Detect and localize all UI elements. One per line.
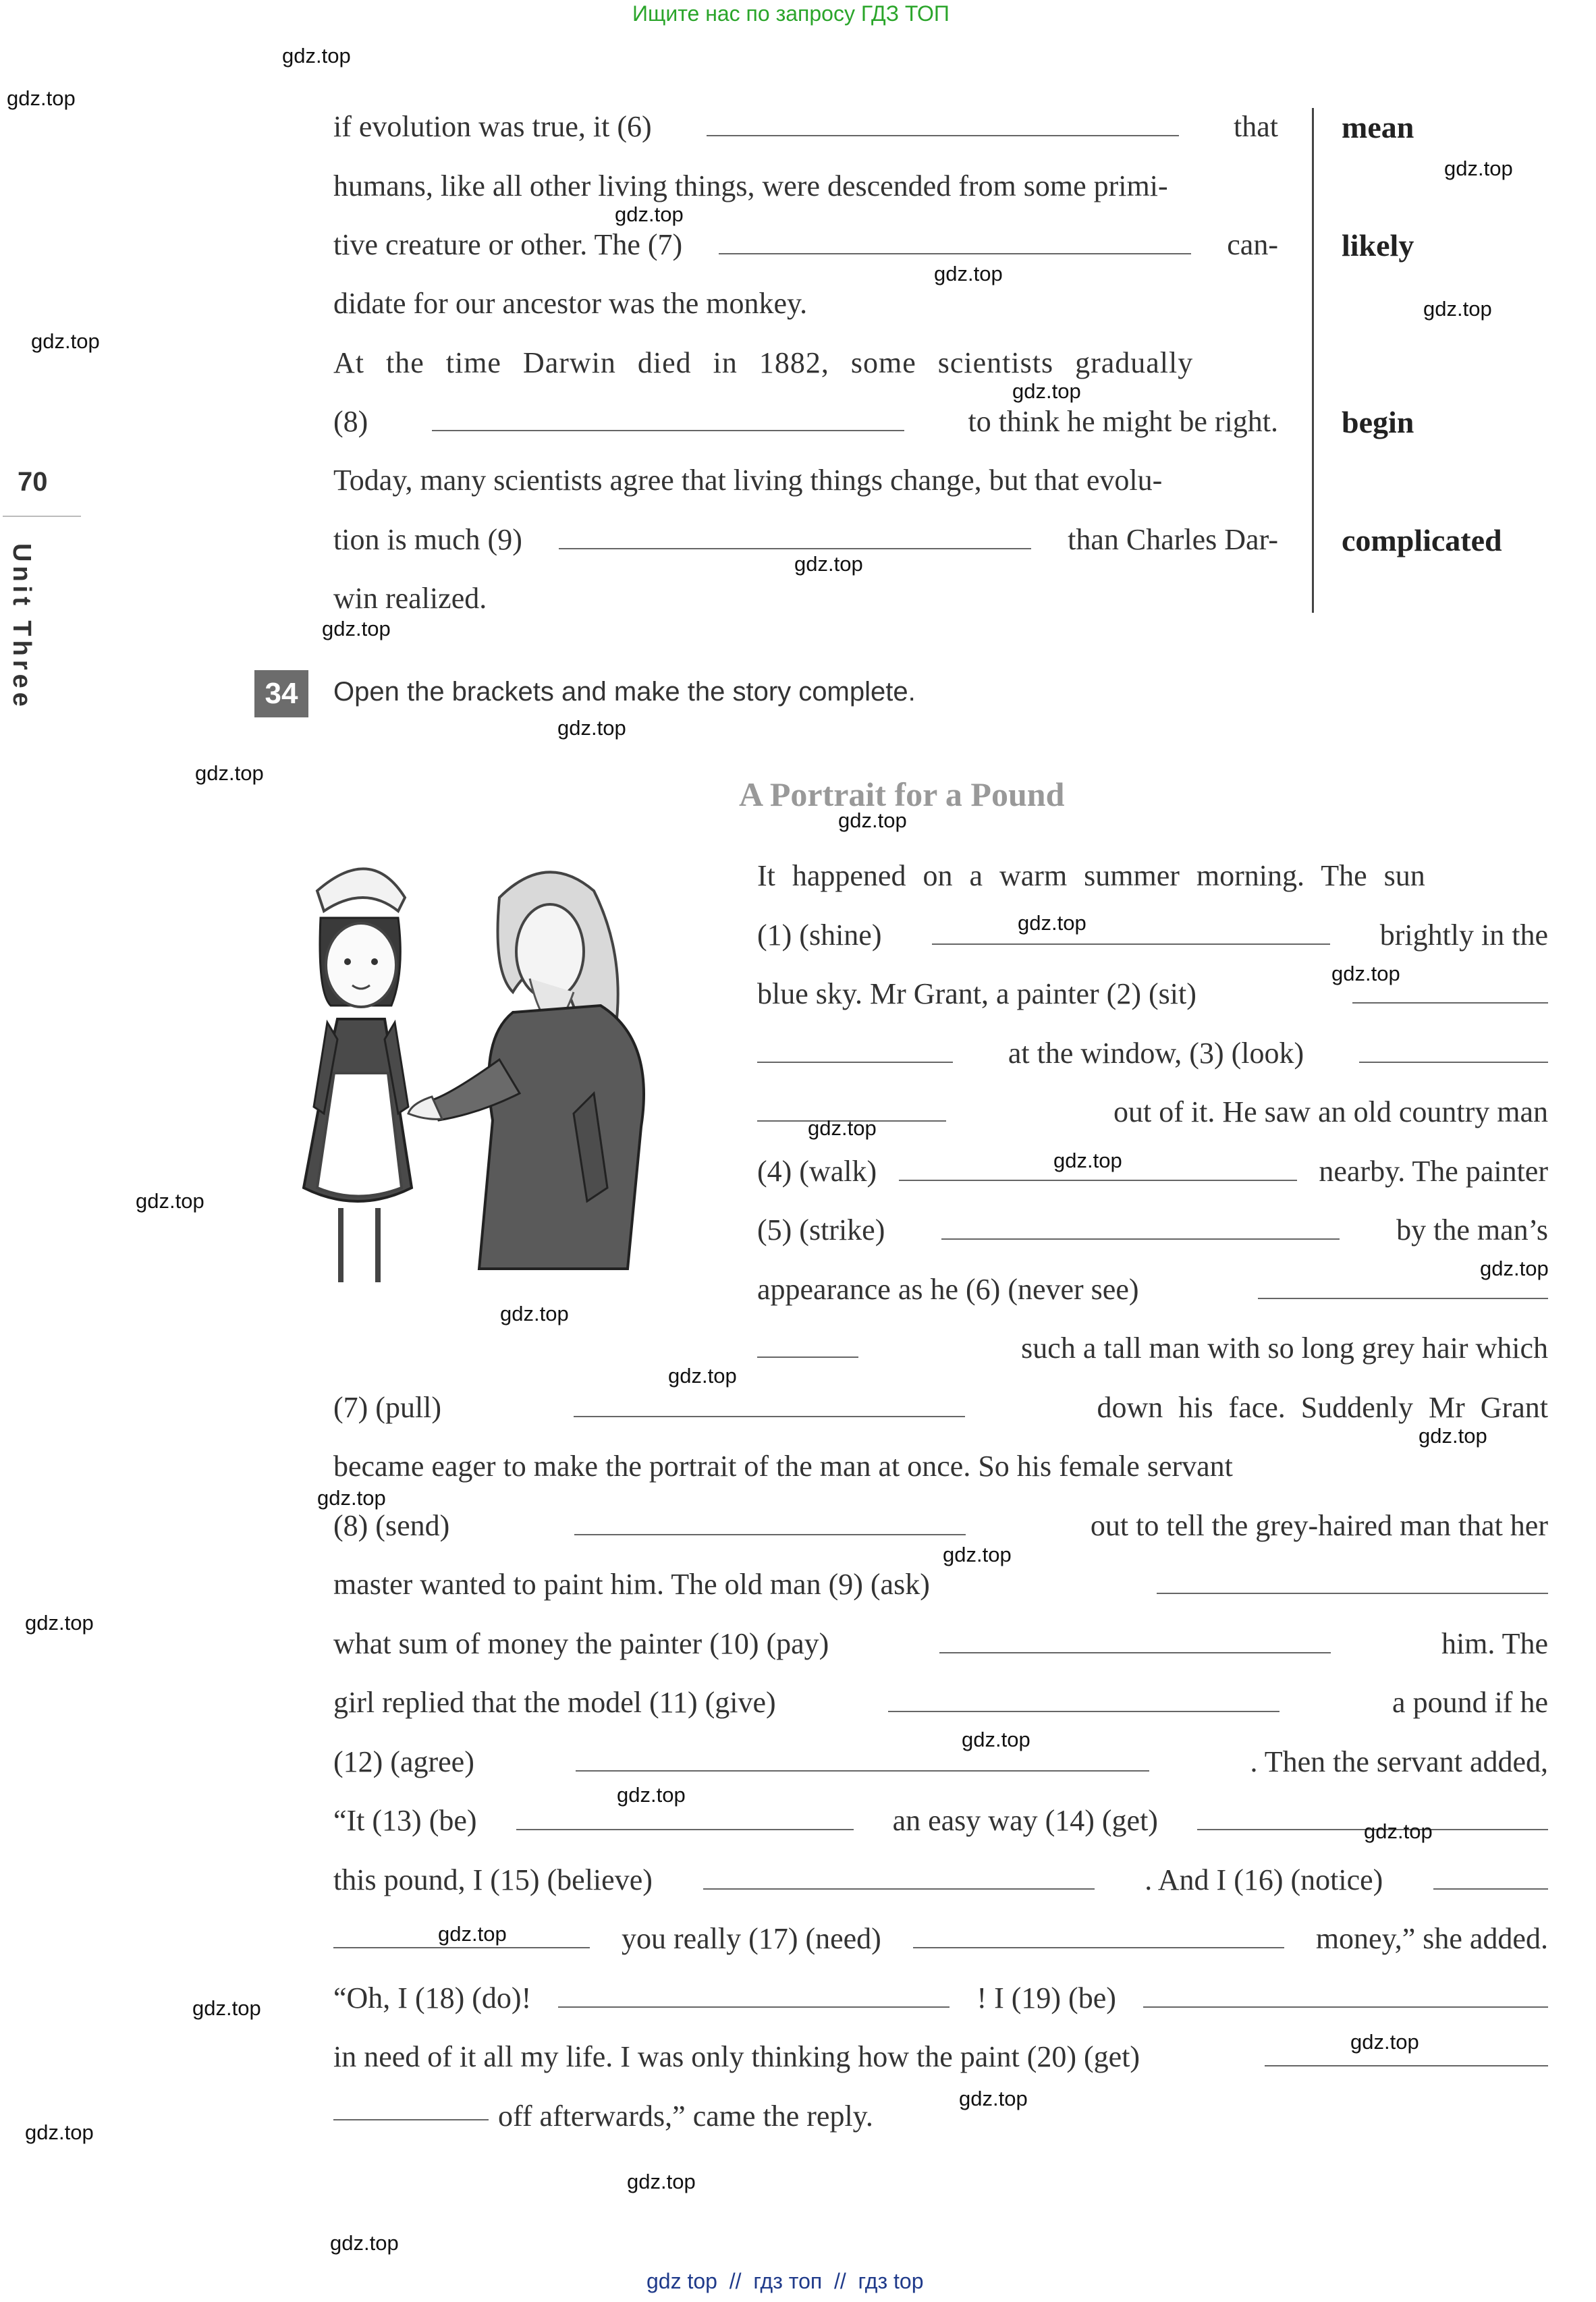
story-text: out of it. He saw an old country man xyxy=(1113,1095,1548,1128)
answer-blank-1[interactable] xyxy=(932,942,1330,945)
passage-line xyxy=(333,227,1278,262)
passage-text: if evolution was true, it (6) xyxy=(333,110,652,143)
story-line xyxy=(757,1036,1548,1070)
watermark[interactable]: gdz.top xyxy=(1331,962,1400,985)
watermark[interactable]: gdz.top xyxy=(322,617,391,640)
story-text: (12) (agree) xyxy=(333,1745,474,1778)
story-text: such a tall man with so long grey hair which xyxy=(1021,1332,1548,1365)
story-line xyxy=(333,1745,1548,1779)
answer-blank-9[interactable] xyxy=(1157,1591,1548,1594)
story-text: blue sky. Mr Grant, a painter (2) (sit) xyxy=(757,977,1196,1010)
story-text: appearance as he (6) (never see) xyxy=(757,1273,1139,1306)
answer-blank-20-cont[interactable] xyxy=(333,2118,489,2120)
story-text: (5) (strike) xyxy=(757,1213,885,1246)
watermark[interactable]: gdz.top xyxy=(627,2170,696,2193)
watermark[interactable]: gdz.top xyxy=(1419,1424,1487,1448)
story-line xyxy=(333,1390,1548,1425)
passage-text: that xyxy=(1234,110,1278,143)
watermark[interactable]: gdz.top xyxy=(962,1728,1030,1751)
watermark[interactable]: gdz.top xyxy=(838,809,907,832)
unit-label: Unit Three xyxy=(7,543,36,711)
watermark[interactable]: gdz.top xyxy=(438,1922,507,1946)
story-text: master wanted to paint him. The old man (9) (ask) xyxy=(333,1568,930,1601)
passage-text: tion is much (9) xyxy=(333,523,522,556)
story-text: “It (13) (be) xyxy=(333,1804,477,1837)
story-line: became eager to make the portrait of the man at once. So his female servant xyxy=(333,1450,1233,1483)
answer-blank-9[interactable] xyxy=(559,547,1031,549)
story-text: It happened on a warm summer morning. The sun xyxy=(757,859,1425,892)
answer-blank-7[interactable] xyxy=(574,1415,965,1417)
story-line xyxy=(333,1626,1548,1661)
watermark[interactable]: gdz.top xyxy=(136,1189,204,1213)
keyword-likely: likely xyxy=(1342,228,1414,263)
answer-blank-6[interactable] xyxy=(1258,1296,1548,1299)
story-text: you really (17) (need) xyxy=(622,1922,881,1955)
story-line xyxy=(757,977,1548,1011)
answer-blank-2[interactable] xyxy=(1352,1001,1548,1004)
watermark[interactable]: gdz.top xyxy=(31,329,100,353)
keyword-mean: mean xyxy=(1342,110,1414,144)
footer-banner[interactable]: gdz top // гдз топ // гдз top xyxy=(646,2269,924,2293)
story-line xyxy=(333,1921,1548,1956)
watermark[interactable]: gdz.top xyxy=(557,716,626,740)
page-number-rule xyxy=(3,516,81,517)
maid-figure xyxy=(304,869,412,1282)
story-text: out to tell the grey-haired man that her xyxy=(1090,1509,1548,1542)
illustration xyxy=(277,837,736,1296)
answer-blank-8[interactable] xyxy=(574,1533,966,1535)
answer-blank-20[interactable] xyxy=(1265,2064,1548,2066)
answer-blank-19[interactable] xyxy=(1143,2005,1548,2008)
keyword-divider xyxy=(1312,108,1314,613)
story-text: money,” she added. xyxy=(1315,1922,1548,1955)
story-line xyxy=(333,1981,1548,2015)
answer-blank-6[interactable] xyxy=(707,134,1179,136)
story-text: an easy way (14) (get) xyxy=(892,1804,1158,1837)
watermark[interactable]: gdz.top xyxy=(1423,297,1492,321)
watermark[interactable]: gdz.top xyxy=(1444,157,1513,180)
watermark[interactable]: gdz.top xyxy=(25,1611,94,1635)
watermark[interactable]: gdz.top xyxy=(668,1364,737,1388)
passage-line: Today, many scientists agree that living things change, but that evolu- xyxy=(333,464,1163,497)
answer-blank-18[interactable] xyxy=(558,2005,950,2008)
watermark[interactable]: gdz.top xyxy=(808,1116,877,1140)
passage-text: than Charles Dar- xyxy=(1068,523,1278,556)
watermark[interactable]: gdz.top xyxy=(615,202,684,226)
watermark[interactable]: gdz.top xyxy=(794,552,863,576)
keyword-begin: begin xyxy=(1342,405,1414,439)
watermark[interactable]: gdz.top xyxy=(1053,1149,1122,1172)
page-number: 70 xyxy=(18,467,48,497)
story-line xyxy=(333,2099,873,2133)
passage-text: At the time Darwin died in 1882, some scientists gradually xyxy=(333,346,1194,379)
story-text: girl replied that the model (11) (give) xyxy=(333,1686,776,1719)
story-text: brightly in the xyxy=(1379,919,1548,952)
passage-text: (8) xyxy=(333,405,368,438)
answer-blank-2-cont[interactable] xyxy=(757,1060,953,1063)
story-text: him. The xyxy=(1441,1627,1548,1660)
answer-blank-11[interactable] xyxy=(888,1709,1279,1712)
exercise-number-badge: 34 xyxy=(254,670,308,717)
watermark[interactable]: gdz.top xyxy=(1364,1819,1433,1843)
answer-blank-8[interactable] xyxy=(432,429,904,431)
watermark[interactable]: gdz.top xyxy=(330,2231,399,2255)
answer-blank-13[interactable] xyxy=(516,1828,854,1830)
story-text: (4) (walk) xyxy=(757,1155,877,1188)
story-text: (7) (pull) xyxy=(333,1391,442,1424)
passage-text: tive creature or other. The (7) xyxy=(333,228,683,261)
watermark[interactable]: gdz.top xyxy=(282,44,351,67)
watermark[interactable]: gdz.top xyxy=(934,262,1003,285)
answer-blank-5[interactable] xyxy=(941,1237,1340,1240)
passage-text: to think he might be right. xyxy=(968,405,1278,438)
story-text: . Then the servant added, xyxy=(1250,1745,1548,1778)
watermark[interactable]: gdz.top xyxy=(7,86,76,110)
watermark[interactable]: gdz.top xyxy=(500,1302,569,1325)
story-text: at the window, (3) (look) xyxy=(1008,1037,1304,1070)
story-text: this pound, I (15) (believe) xyxy=(333,1863,653,1896)
passage-line: win realized. xyxy=(333,582,487,615)
answer-blank-6-cont[interactable] xyxy=(757,1355,858,1358)
answer-blank-3[interactable] xyxy=(1359,1060,1548,1063)
watermark[interactable]: gdz.top xyxy=(617,1783,686,1807)
watermark[interactable]: gdz.top xyxy=(1018,911,1086,935)
story-line xyxy=(333,1567,1548,1601)
story-text: ! I (19) (be) xyxy=(976,1981,1116,2015)
story-text: . And I (16) (notice) xyxy=(1145,1863,1383,1896)
watermark[interactable]: gdz.top xyxy=(1480,1257,1549,1280)
answer-blank-17[interactable] xyxy=(913,1946,1284,1948)
story-line xyxy=(333,1863,1548,1897)
story-line xyxy=(333,1508,1548,1543)
passage-line xyxy=(333,109,1278,144)
answer-blank-7[interactable] xyxy=(719,252,1191,254)
watermark[interactable]: gdz.top xyxy=(25,2120,94,2144)
answer-blank-16[interactable] xyxy=(1433,1887,1548,1890)
watermark[interactable]: gdz.top xyxy=(192,1996,261,2020)
story-text: in need of it all my life. I was only thinking how the paint (20) (get) xyxy=(333,2040,1140,2073)
watermark[interactable]: gdz.top xyxy=(1012,379,1081,403)
exercise-instruction: Open the brackets and make the story complete. xyxy=(333,677,916,707)
header-banner[interactable]: Ищите нас по запросу ГДЗ ТОП xyxy=(632,1,950,26)
old-man-figure xyxy=(408,872,644,1269)
story-text: off afterwards,” came the reply. xyxy=(498,2100,873,2133)
story-line xyxy=(757,918,1548,952)
story-line xyxy=(757,858,1548,893)
story-line xyxy=(757,1154,1548,1188)
story-line xyxy=(757,1331,1548,1365)
story-line xyxy=(757,1213,1548,1247)
story-line xyxy=(757,1272,1548,1307)
passage-line: didate for our ancestor was the monkey. xyxy=(333,287,808,320)
passage-line xyxy=(333,346,1278,380)
answer-blank-10[interactable] xyxy=(939,1651,1331,1653)
story-text: (8) (send) xyxy=(333,1509,450,1542)
story-text: down his face. Suddenly Mr Grant xyxy=(1097,1391,1548,1424)
story-text: nearby. The painter xyxy=(1319,1155,1548,1188)
story-text: a pound if he xyxy=(1392,1686,1548,1719)
watermark[interactable]: gdz.top xyxy=(1350,2030,1419,2054)
story-text: what sum of money the painter (10) (pay) xyxy=(333,1627,829,1660)
story-text: by the man’s xyxy=(1396,1213,1548,1246)
story-text: (1) (shine) xyxy=(757,919,882,952)
story-line xyxy=(333,1685,1548,1720)
watermark[interactable]: gdz.top xyxy=(317,1486,386,1510)
answer-blank-15[interactable] xyxy=(703,1887,1095,1890)
story-title: A Portrait for a Pound xyxy=(739,775,1065,813)
passage-text: can- xyxy=(1227,228,1278,261)
watermark[interactable]: gdz.top xyxy=(195,761,264,785)
keyword-complicated: complicated xyxy=(1342,523,1502,557)
answer-blank-4[interactable] xyxy=(899,1178,1297,1181)
passage-line: humans, like all other living things, were descended from some primi- xyxy=(333,169,1168,202)
story-text: “Oh, I (18) (do)! xyxy=(333,1981,532,2015)
watermark[interactable]: gdz.top xyxy=(959,2087,1028,2110)
passage-line xyxy=(333,404,1278,439)
answer-blank-12[interactable] xyxy=(576,1769,1149,1772)
watermark[interactable]: gdz.top xyxy=(943,1543,1012,1566)
